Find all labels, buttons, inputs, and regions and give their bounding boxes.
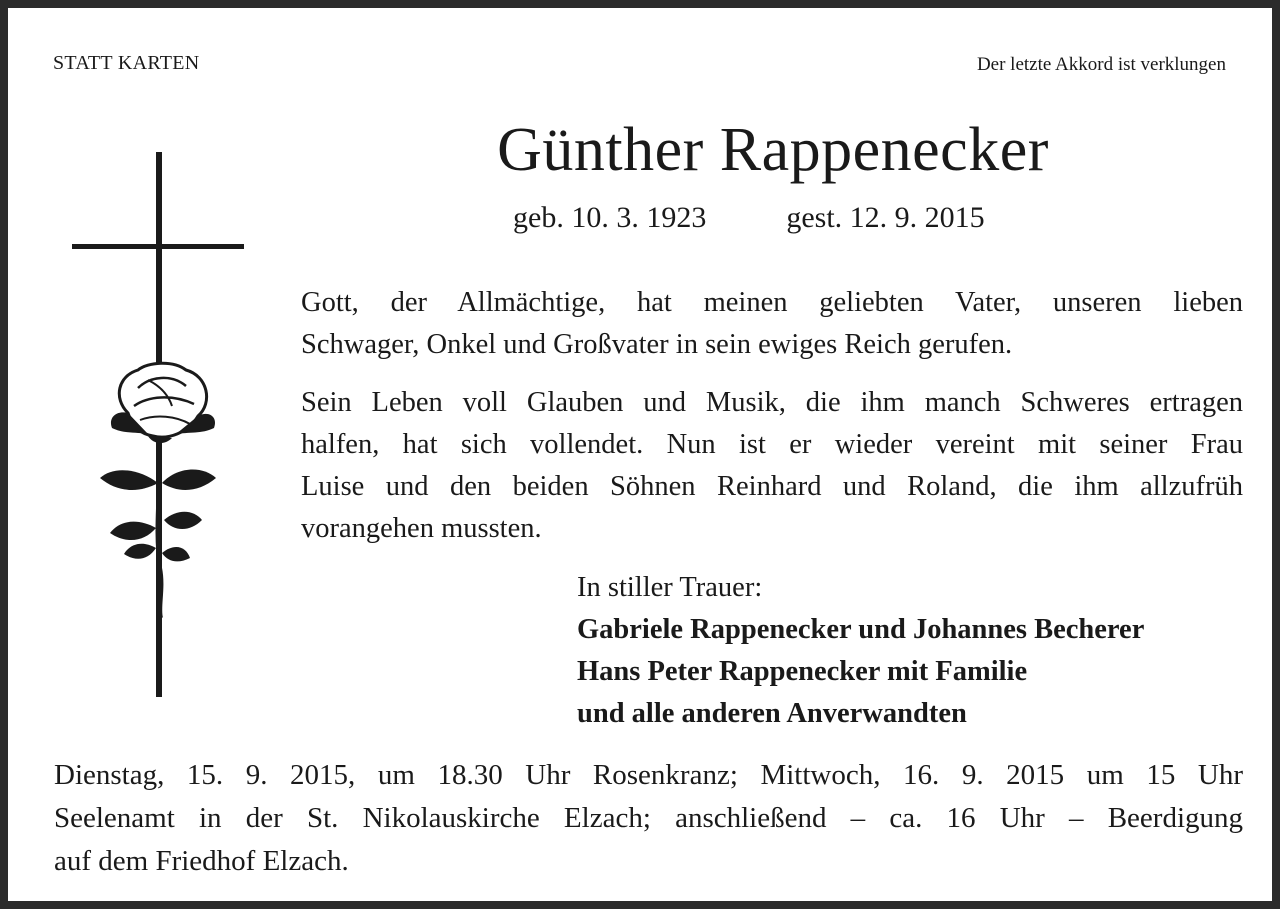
- cross-with-rose-icon: [68, 148, 253, 703]
- paragraph-line: halfen, hat sich vollendet. Nun ist er wieder vereint mit seiner Frau: [301, 429, 1243, 460]
- death-date: gest. 12. 9. 2015: [786, 201, 985, 234]
- life-dates: [513, 201, 985, 235]
- footer-line: Seelenamt in der St. Nikolauskirche Elzach; anschließend – ca. 16 Uhr – Beerdigung: [54, 802, 1243, 834]
- mourner-line: und alle anderen Anverwandten: [577, 698, 967, 729]
- mourner-line: Hans Peter Rappenecker mit Familie: [577, 656, 1028, 687]
- paragraph-announcement: [301, 282, 1243, 366]
- paragraph-line: Sein Leben voll Glauben und Musik, die ihm manch Schweres ertragen: [301, 387, 1243, 418]
- paragraph-line: Luise und den beiden Söhnen Reinhard und Roland, die ihm allzufrüh: [301, 471, 1243, 502]
- mourner-line: Gabriele Rappenecker und Johannes Becherer: [577, 614, 1145, 645]
- deceased-name: Günther Rappenecker: [497, 116, 1049, 184]
- mourners-intro: In stiller Trauer:: [577, 572, 763, 603]
- birth-date: geb. 10. 3. 1923: [513, 201, 707, 234]
- header-statt-karten: STATT KARTEN: [53, 52, 200, 74]
- paragraph-life: [301, 382, 1243, 550]
- mourners-block: [577, 567, 1144, 735]
- paragraph-line: Schwager, Onkel und Großvater in sein ewiges Reich gerufen.: [301, 329, 1013, 360]
- paragraph-line: Gott, der Allmächtige, hat meinen geliebten Vater, unseren lieben: [301, 287, 1243, 318]
- paragraph-line: vorangehen mussten.: [301, 513, 542, 544]
- funeral-details: [54, 754, 1243, 883]
- footer-line: Dienstag, 15. 9. 2015, um 18.30 Uhr Rosenkranz; Mittwoch, 16. 9. 2015 um 15 Uhr: [54, 759, 1243, 791]
- footer-line: auf dem Friedhof Elzach.: [54, 845, 349, 877]
- header-motto: Der letzte Akkord ist verklungen: [976, 54, 1226, 75]
